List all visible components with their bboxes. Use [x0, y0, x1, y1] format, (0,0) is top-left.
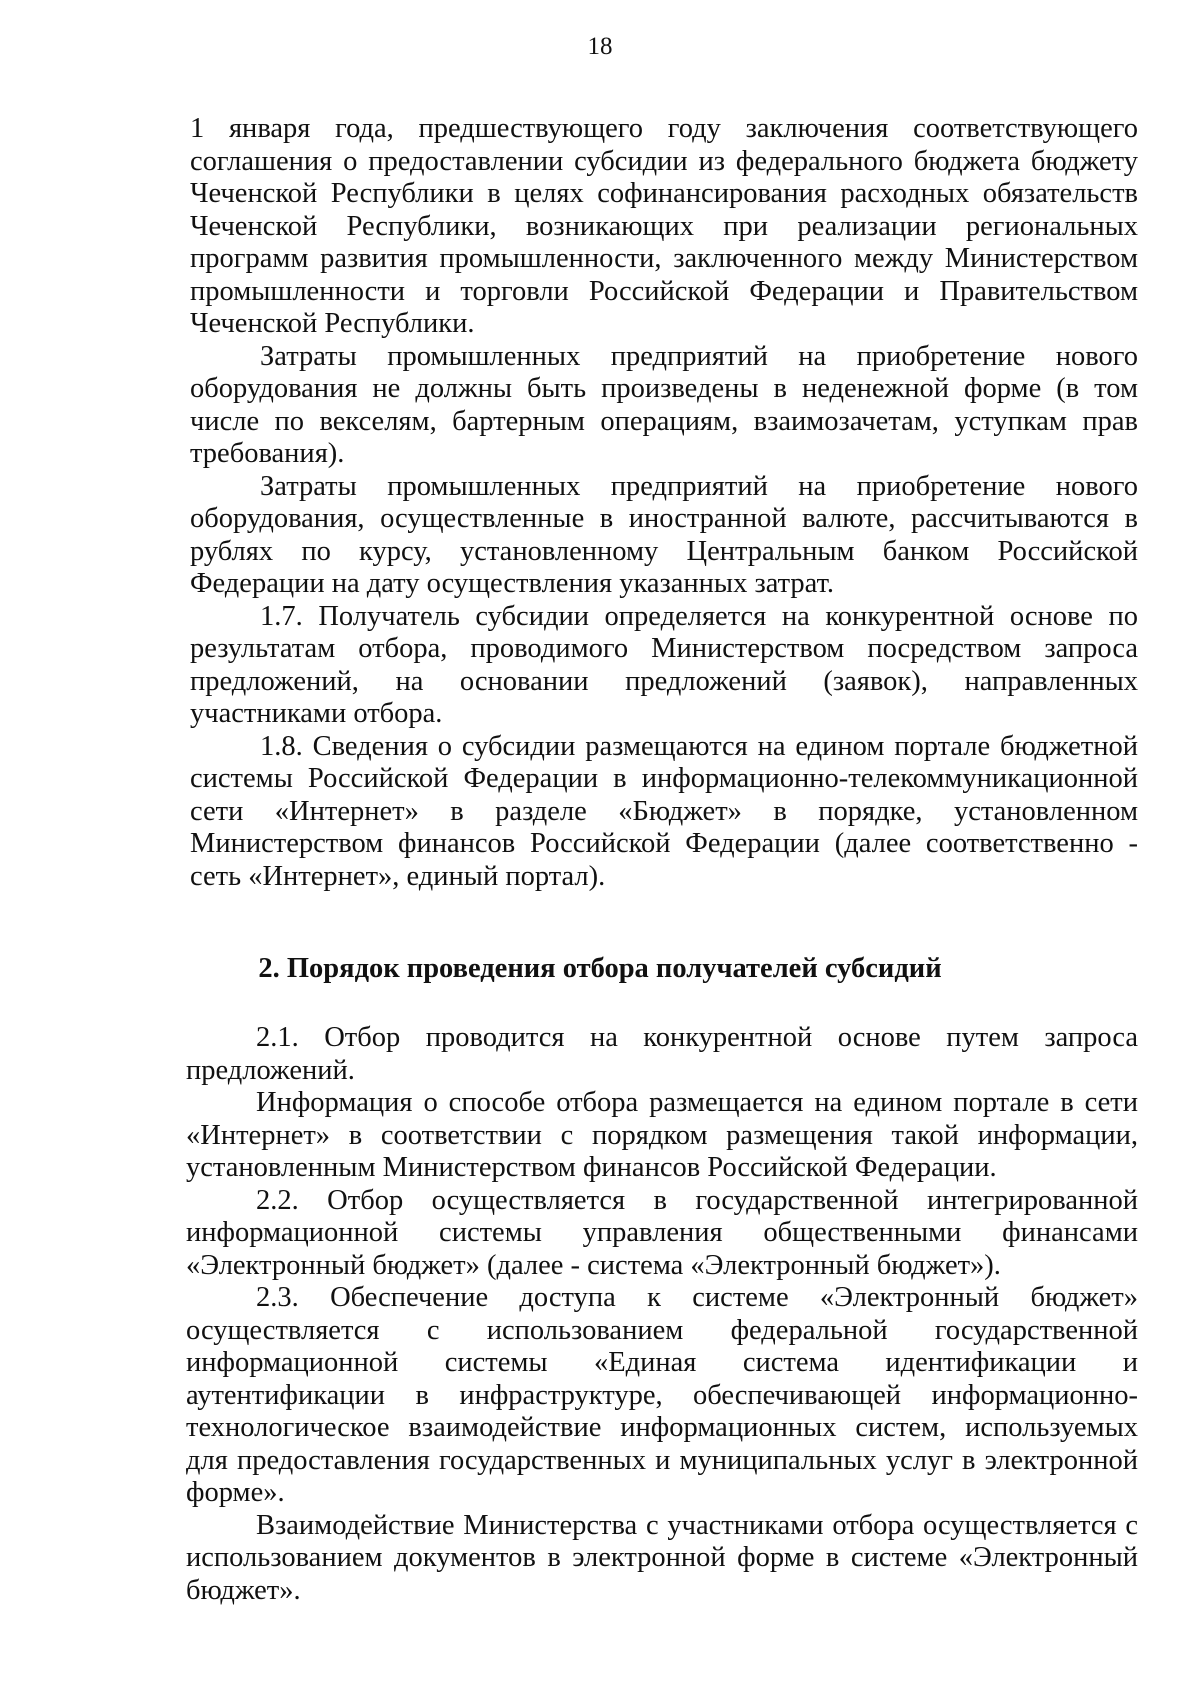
paragraph: 1.7. Получатель субсидии определяется на конкурентной основе по результатам отбора, проводимого Министерством посредством запроса предложений, на основании предложений (заявок), направленных участниками отбора. — [190, 600, 1138, 729]
paragraph: Взаимодействие Министерства с участниками отбора осуществляется с использованием документов в электронной форме в системе «Электронный бюджет». — [186, 1509, 1138, 1606]
paragraph: Затраты промышленных предприятий на приобретение нового оборудования, осуществленные в иностранной валюте, рассчитываются в рублях по курсу, установленному Центральным банком Российской Федерации на дату осуществления указанных затрат. — [190, 470, 1138, 599]
paragraph: 1.8. Сведения о субсидии размещаются на едином портале бюджетной системы Российской Федерации в информационно-телекоммуникационной сети «Интернет» в разделе «Бюджет» в порядке, установленном Министерством финансов Российской Федерации (далее соответственно - сеть «Интернет», единый портал). — [190, 730, 1138, 892]
paragraph: 2.3. Обеспечение доступа к системе «Электронный бюджет» осуществляется с использованием федеральной государственной информационной системы «Единая система идентификации и аутентификации в инфраструктуре, обеспечивающей информационно-технологическое взаимодействие информационных систем, используемых для предоставления государственных и муниципальных услуг в электронной форме». — [186, 1282, 1138, 1508]
text-block-top — [190, 113, 1138, 893]
paragraph: Информация о способе отбора размещается на едином портале в сети «Интернет» в соответствии с порядком размещения такой информации, установленным Министерством финансов Российской Федерации. — [186, 1087, 1138, 1183]
page-number: 18 — [587, 33, 613, 60]
paragraph: 1 января года, предшествующего году заключения соответствующего соглашения о предоставлении субсидии из федерального бюджета бюджету Чеченской Республики в целях софинансирования расходных обязательств Чеченской Республики, возникающих при реализации региональных программ развития промышленности, заключенного между Министерством промышленности и торговли Российской Федерации и Правительством Чеченской Республики. — [190, 113, 1138, 339]
paragraph: 2.1. Отбор проводится на конкурентной основе путем запроса предложений. — [186, 1022, 1138, 1086]
text-block-section-2 — [186, 1022, 1138, 1607]
section-heading: 2. Порядок проведения отбора получателей субсидий — [258, 953, 942, 984]
paragraph: 2.2. Отбор осуществляется в государственной интегрированной информационной системы управления общественными финансами «Электронный бюджет» (далее - система «Электронный бюджет»). — [186, 1184, 1138, 1281]
paragraph: Затраты промышленных предприятий на приобретение нового оборудования не должны быть произведены в неденежной форме (в том числе по векселям, бартерным операциям, взаимозачетам, уступкам прав требования). — [190, 340, 1138, 469]
